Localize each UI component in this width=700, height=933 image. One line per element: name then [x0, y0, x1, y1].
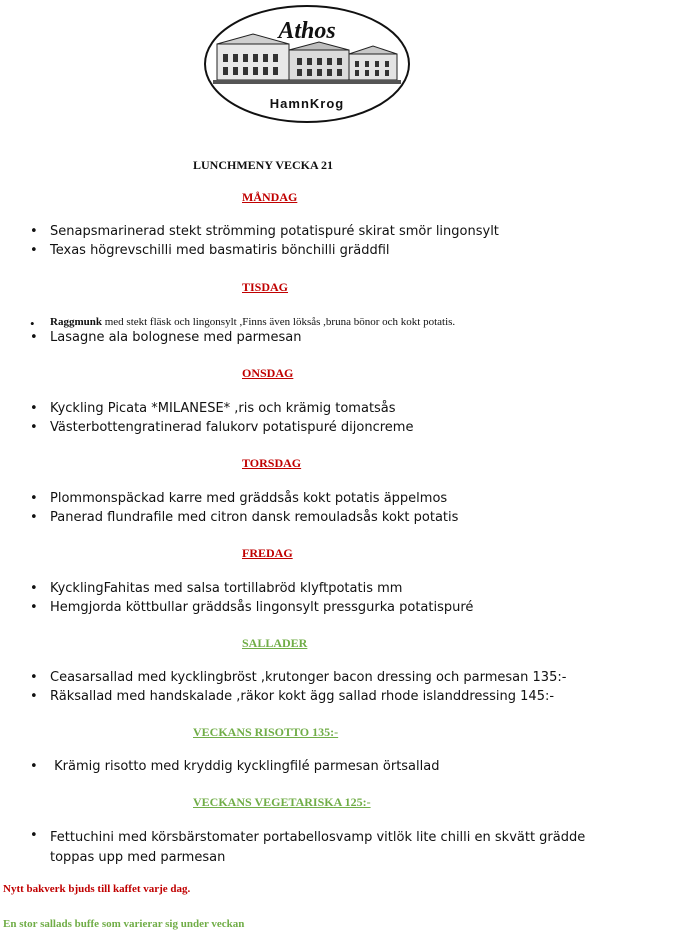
menu-item-text: Fettuchini med körsbärstomater portabellosvamp vitlök lite chilli en skvätt grädde toppas upp med parmesan — [50, 830, 586, 865]
menu-item-text: Västerbottengratinerad falukorv potatispuré dijoncreme — [50, 420, 414, 435]
bullet: • — [30, 670, 38, 685]
bullet: • — [30, 401, 38, 416]
athos-hamnkrog-logo — [203, 4, 411, 124]
logo-name: Athos — [278, 18, 336, 44]
menu-item-text: Texas högrevschilli med basmatiris bönchilli gräddfil — [50, 243, 390, 258]
bullet: • — [30, 581, 38, 596]
heading-risotto: VECKANS RISOTTO 135:- — [193, 725, 339, 739]
bullet: • — [30, 600, 38, 615]
menu-item-text: KycklingFahitas med salsa tortillabröd klyftpotatis mm — [50, 581, 403, 596]
logo-subtitle: HamnKrog — [269, 96, 345, 111]
menu-item-text: Ceasarsallad med kycklingbröst ,krutonger bacon dressing och parmesan 135:- — [50, 670, 567, 685]
bullet: • — [30, 420, 38, 435]
menu-item-text: Lasagne ala bolognese med parmesan — [50, 330, 302, 345]
heading-mandag: MÅNDAG — [242, 190, 298, 204]
heading-vegetariska: VECKANS VEGETARISKA 125:- — [193, 795, 371, 809]
bullet: • — [30, 510, 38, 525]
menu-item-text: Krämig risotto med kryddig kycklingfilé parmesan örtsallad — [50, 759, 440, 774]
menu-item-text: Senapsmarinerad stekt strömming potatispuré skirat smör lingonsylt — [50, 224, 499, 239]
menu-item-text: Räksallad med handskalade ,räkor kokt ägg sallad rhode islanddressing 145:- — [50, 689, 555, 704]
menu-item-text: Panerad flundrafile med citron dansk remouladsås kokt potatis — [50, 510, 459, 525]
bullet: • — [30, 689, 38, 704]
note-buffe: En stor sallads buffe som varierar sig under veckan — [3, 918, 245, 930]
menu-item-text: med stekt fläsk och lingonsylt ,Finns även löksås ,bruna bönor och kokt potatis. — [101, 316, 456, 328]
bullet: • — [30, 828, 38, 843]
heading-onsdag: ONSDAG — [242, 366, 294, 380]
heading-torsdag: TORSDAG — [242, 456, 302, 470]
heading-fredag: FREDAG — [242, 546, 293, 560]
bullet: • — [30, 224, 38, 239]
note-bakverk: Nytt bakverk bjuds till kaffet varje dag. — [3, 883, 191, 895]
menu-item-text: Kyckling Picata *MILANESE* ,ris och krämig tomatsås — [50, 401, 396, 416]
menu-item-text: Plommonspäckad karre med gräddsås kokt potatis äppelmos — [50, 491, 448, 506]
bullet: • — [30, 330, 38, 345]
heading-tisdag: TISDAG — [242, 280, 289, 294]
bullet: • — [30, 316, 35, 331]
bullet: • — [30, 759, 38, 774]
menu-item-text: Hemgjorda köttbullar gräddsås lingonsylt pressgurka potatispuré — [50, 600, 474, 615]
heading-sallader: SALLADER — [242, 636, 308, 650]
bullet: • — [30, 491, 38, 506]
bullet: • — [30, 243, 38, 258]
menu-title: LUNCHMENY VECKA 21 — [193, 158, 334, 172]
menu-item-bold: Raggmunk — [50, 316, 102, 328]
